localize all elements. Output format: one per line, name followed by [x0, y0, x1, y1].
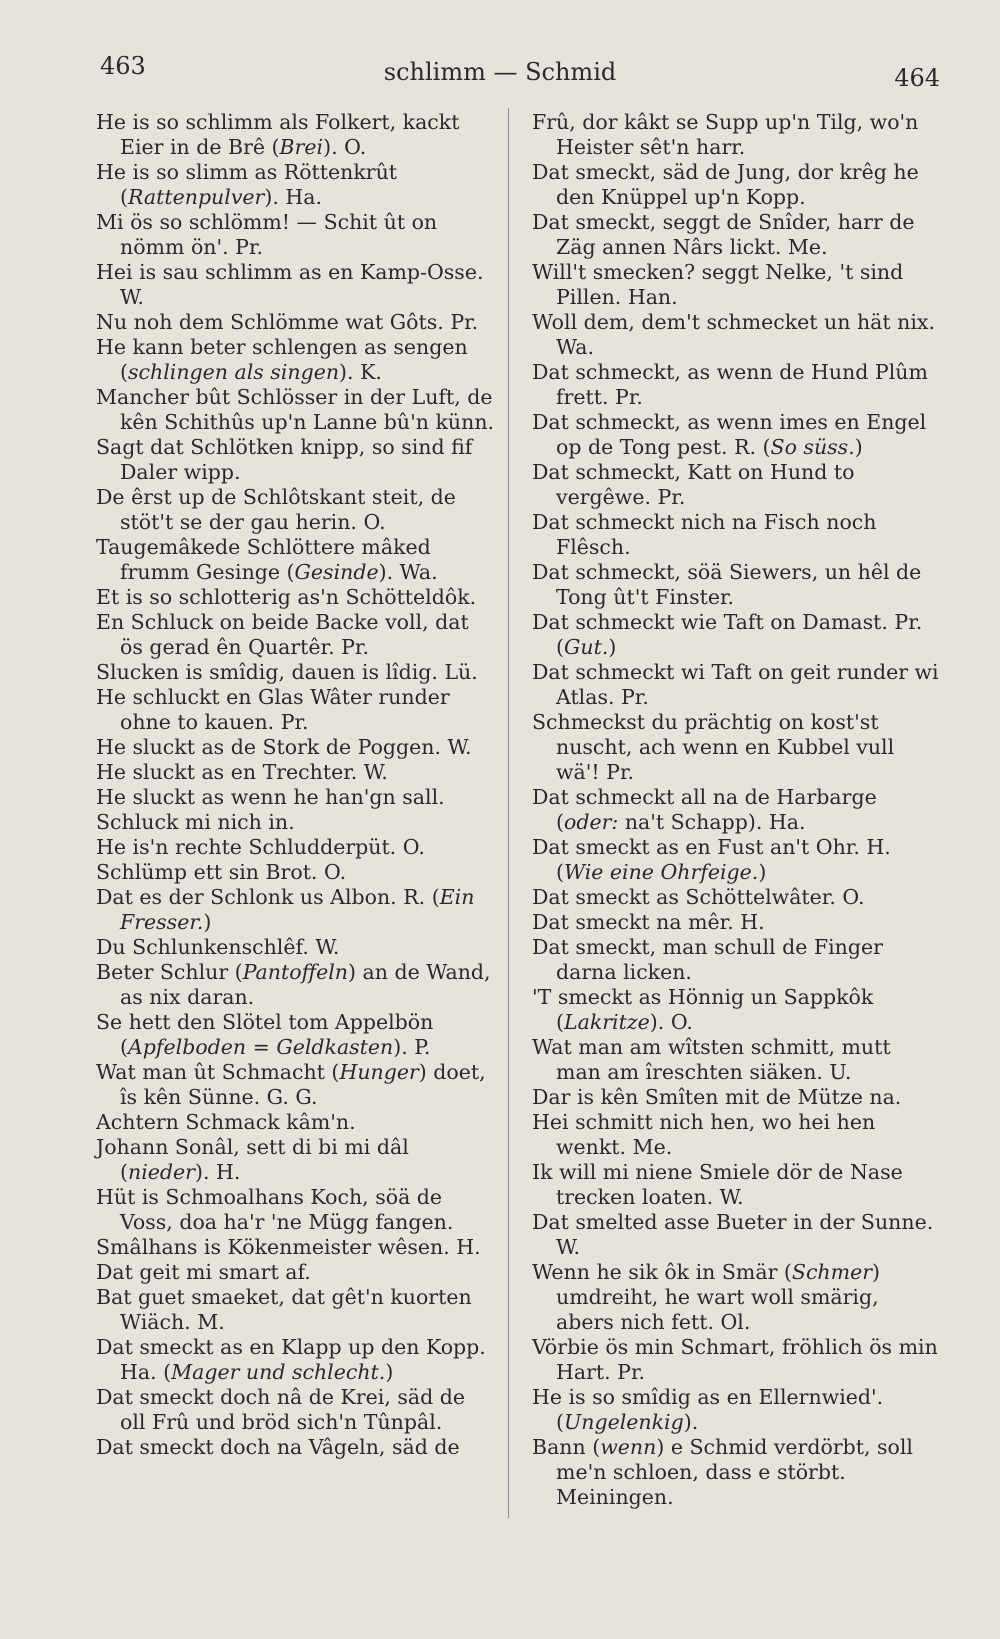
proverb-entry	[532, 1085, 940, 1110]
proverb-entry	[96, 1260, 496, 1285]
proverb-entry	[532, 1035, 940, 1085]
proverb-entry	[532, 660, 940, 710]
gloss-text: Brei	[279, 135, 324, 159]
page-number-right: 464	[894, 64, 940, 92]
entry-text: na't Schapp). Ha.	[618, 810, 806, 834]
proverb-entry	[96, 1335, 496, 1385]
entry-text: Ik will mi niene Smiele dör de Nase trecken loaten. W.	[532, 1160, 903, 1209]
entry-text: Wat man ût Schmacht (	[96, 1060, 340, 1084]
gloss-text: nieder	[128, 1160, 195, 1184]
entry-text: Dat schmeckt, Katt on Hund to vergêwe. Pr.	[532, 460, 855, 509]
gloss-text: Mager und schlecht.	[171, 1360, 386, 1384]
entry-text: Vörbie ös min Schmart, fröhlich ös min Hart. Pr.	[532, 1335, 938, 1384]
proverb-entry	[532, 110, 940, 160]
proverb-entry	[96, 735, 496, 760]
entry-text: Schmeckst du prächtig on kost'st nuscht, ach wenn en Kubbel vull wä'! Pr.	[532, 710, 895, 784]
gloss-text: Hunger	[339, 1060, 419, 1084]
proverb-entry	[532, 460, 940, 510]
proverb-entry	[532, 785, 940, 835]
entry-text: ) doet, îs kên Sünne. G. G.	[120, 1060, 486, 1109]
proverb-entry	[532, 1260, 940, 1335]
entry-text: ) umdreiht, he wart woll smärig, abers nich fett. Ol.	[556, 1260, 881, 1334]
entry-text: )	[385, 1360, 394, 1384]
proverb-entry	[96, 1185, 496, 1235]
entry-text: Dat schmeckt nich na Fisch noch Flêsch.	[532, 510, 877, 559]
proverb-entry	[532, 710, 940, 785]
proverb-entry	[532, 835, 940, 885]
entry-text: )	[608, 635, 617, 659]
gloss-text: So süss.	[770, 435, 855, 459]
entry-text: Nu noh dem Schlömme wat Gôts. Pr.	[96, 310, 479, 334]
proverb-entry	[532, 260, 940, 310]
running-head: schlimm — Schmid	[383, 58, 617, 86]
entry-text: He sluckt as en Trechter. W.	[96, 760, 388, 784]
entry-text: He is'n rechte Schludderpüt. O.	[96, 835, 425, 859]
entry-text: ) e Schmid verdörbt, soll me'n schloen, dass e störbt. Meiningen.	[556, 1435, 913, 1509]
entry-text: En Schluck on beide Backe voll, dat ös gerad ên Quartêr. Pr.	[96, 610, 469, 659]
proverb-entry	[96, 785, 496, 810]
entry-text: Dar is kên Smîten mit de Mütze na.	[532, 1085, 902, 1109]
gloss-text: oder:	[564, 810, 619, 834]
proverb-entry	[532, 1335, 940, 1385]
proverb-entry	[96, 435, 496, 485]
entry-text: ) an de Wand, as nix daran.	[120, 960, 491, 1009]
entry-text: Dat schmeckt, söä Siewers, un hêl de Tong ût't Finster.	[532, 560, 922, 609]
entry-text: Smâlhans is Kökenmeister wêsen. H.	[96, 1235, 481, 1259]
entry-text: Dat schmeckt, as wenn de Hund Plûm frett. Pr.	[532, 360, 928, 409]
gloss-text: wenn	[600, 1435, 657, 1459]
entry-text: ). O.	[649, 1010, 693, 1034]
entry-text: Dat smeckt doch na Vâgeln, säd de	[96, 1435, 460, 1459]
left-column	[96, 110, 496, 1460]
entry-text: Schluck mi nich in.	[96, 810, 295, 834]
entry-text: Dat schmeckt all na de Harbarge (	[532, 785, 877, 834]
proverb-entry	[96, 860, 496, 885]
entry-text: Beter Schlur (	[96, 960, 243, 984]
gloss-text: Ein Fresser.	[120, 885, 475, 934]
proverb-entry	[532, 610, 940, 660]
proverb-entry	[532, 1160, 940, 1210]
proverb-entry	[532, 210, 940, 260]
proverb-entry	[96, 1435, 496, 1460]
proverb-entry	[96, 1235, 496, 1260]
proverb-entry	[96, 1285, 496, 1335]
proverb-entry	[532, 910, 940, 935]
gloss-text: Pantoffeln	[242, 960, 348, 984]
entry-text: De êrst up de Schlôtskant steit, de stöt't se der gau herin. O.	[96, 485, 456, 534]
entry-text: Hüt is Schmoalhans Koch, söä de Voss, doa ha'r 'ne Mügg fangen.	[96, 1185, 454, 1234]
entry-text: Hei is sau schlimm as en Kamp-Osse. W.	[96, 260, 484, 309]
gloss-text: Gesinde	[294, 560, 379, 584]
page-number-left: 463	[100, 52, 146, 80]
proverb-entry	[532, 935, 940, 985]
proverb-entry	[532, 1435, 940, 1510]
entry-text: ). K.	[339, 360, 382, 384]
proverb-entry	[532, 360, 940, 410]
proverb-entry	[96, 810, 496, 835]
proverb-entry	[96, 585, 496, 610]
entry-text: He sluckt as wenn he han'gn sall.	[96, 785, 445, 809]
entry-text: He sluckt as de Stork de Poggen. W.	[96, 735, 472, 759]
entry-text: Wenn he sik ôk in Smär (	[532, 1260, 792, 1284]
entry-text: Mi ös so schlömm! — Schit ût on nömm ön'. Pr.	[96, 210, 438, 259]
entry-text: ). Ha.	[264, 185, 322, 209]
proverb-entry	[532, 410, 940, 460]
entry-text: Et is so schlotterig as'n Schötteldôk.	[96, 585, 477, 609]
entry-text: Se hett den Slötel tom Appelbön (	[96, 1010, 434, 1059]
entry-text: )	[758, 860, 767, 884]
proverb-entry	[96, 935, 496, 960]
proverb-entry	[96, 160, 496, 210]
proverb-entry	[532, 1210, 940, 1260]
proverb-entry	[532, 985, 940, 1035]
entry-text: Hei schmitt nich hen, wo hei hen wenkt. Me.	[532, 1110, 876, 1159]
proverb-entry	[96, 1010, 496, 1060]
entry-text: Du Schlunkenschlêf. W.	[96, 935, 340, 959]
proverb-entry	[96, 1385, 496, 1435]
entry-text: Sagt dat Schlötken knipp, so sind fif Daler wipp.	[96, 435, 473, 484]
entry-text: ). O.	[323, 135, 367, 159]
proverb-entry	[96, 835, 496, 860]
proverb-entry	[96, 1135, 496, 1185]
proverb-entry	[532, 885, 940, 910]
proverb-entry	[96, 110, 496, 160]
entry-text: He schluckt en Glas Wâter runder ohne to kauen. Pr.	[96, 685, 450, 734]
gloss-text: schlingen als singen	[128, 360, 340, 384]
entry-text: He is so schlimm als Folkert, kackt Eier in de Brê (	[96, 110, 460, 159]
entry-text: ).	[683, 1410, 699, 1434]
column-divider	[508, 108, 509, 1518]
entry-text: Dat es der Schlonk us Albon. R. (	[96, 885, 440, 909]
proverb-entry	[96, 485, 496, 535]
entry-text: Johann Sonâl, sett di bi mi dâl (	[96, 1135, 409, 1184]
entry-text: Dat smeckt as en Klapp up den Kopp. Ha. (	[96, 1335, 486, 1384]
page-header	[0, 0, 1000, 110]
gloss-text: Gut.	[564, 635, 609, 659]
entry-text: Frû, dor kâkt se Supp up'n Tilg, wo'n Heister sêt'n harr.	[532, 110, 919, 159]
entry-text: Achtern Schmack kâm'n.	[96, 1110, 356, 1134]
proverb-entry	[96, 885, 496, 935]
entry-text: Bat guet smaeket, dat gêt'n kuorten Wiäch. M.	[96, 1285, 472, 1334]
entry-text: ). P.	[393, 1035, 431, 1059]
entry-text: He is so slimm as Röttenkrût (	[96, 160, 398, 209]
right-column	[532, 110, 940, 1510]
gloss-text: Schmer	[791, 1260, 873, 1284]
entry-text: Dat smeckt, seggt de Snîder, harr de Zäg annen Nârs lickt. Me.	[532, 210, 915, 259]
entry-text: ). Wa.	[378, 560, 438, 584]
entry-text: Dat schmeckt wi Taft on geit runder wi Atlas. Pr.	[532, 660, 939, 709]
entry-text: ). H.	[194, 1160, 241, 1184]
entry-text: Dat smeckt, man schull de Finger darna licken.	[532, 935, 883, 984]
entry-text: )	[203, 910, 212, 934]
entry-text: Mancher bût Schlösser in der Luft, de kên Schithûs up'n Lanne bû'n künn.	[96, 385, 495, 434]
gloss-text: Ungelenkig	[564, 1410, 684, 1434]
entry-text: Dat smelted asse Bueter in der Sunne. W.	[532, 1210, 934, 1259]
gloss-text: Apfelboden = Geldkasten	[128, 1035, 394, 1059]
gloss-text: Rattenpulver	[128, 185, 265, 209]
proverb-entry	[96, 685, 496, 735]
proverb-entry	[532, 1385, 940, 1435]
gloss-text: Wie eine Ohrfeige.	[564, 860, 759, 884]
entry-text: )	[854, 435, 863, 459]
proverb-entry	[96, 385, 496, 435]
entry-text: Taugemâkede Schlöttere mâked frumm Gesinge (	[96, 535, 431, 584]
gloss-text: Lakritze	[564, 1010, 650, 1034]
entry-text: Bann (	[532, 1435, 601, 1459]
entry-text: Dat smeckt as en Fust an't Ohr. H. (	[532, 835, 891, 884]
entry-text: Dat geit mi smart af.	[96, 1260, 311, 1284]
entry-text: 'T smeckt as Hönnig un Sappkôk (	[532, 985, 874, 1034]
proverb-entry	[96, 210, 496, 260]
entry-text: Will't smecken? seggt Nelke, 't sind Pillen. Han.	[532, 260, 904, 309]
proverb-entry	[96, 1060, 496, 1110]
entry-text: He kann beter schlengen as sengen (	[96, 335, 468, 384]
entry-text: Dat smeckt as Schöttelwâter. O.	[532, 885, 865, 909]
entry-text: Wat man am wîtsten schmitt, mutt man am îreschten siäken. U.	[532, 1035, 891, 1084]
proverb-entry	[96, 760, 496, 785]
proverb-entry	[96, 610, 496, 660]
entry-text: Dat schmeckt, as wenn imes en Engel op de Tong pest. R. (	[532, 410, 927, 459]
proverb-entry	[532, 1110, 940, 1160]
proverb-entry	[96, 1110, 496, 1135]
proverb-entry	[532, 510, 940, 560]
proverb-entry	[532, 160, 940, 210]
entry-text: Schlümp ett sin Brot. O.	[96, 860, 347, 884]
proverb-entry	[96, 335, 496, 385]
proverb-entry	[96, 660, 496, 685]
proverb-entry	[532, 310, 940, 360]
proverb-entry	[96, 535, 496, 585]
entry-text: He is so smîdig as en Ellernwied'. (	[532, 1385, 884, 1434]
entry-text: Dat smeckt na mêr. H.	[532, 910, 765, 934]
entry-text: Woll dem, dem't schmecket un hät nix. Wa.	[532, 310, 935, 359]
proverb-entry	[96, 960, 496, 1010]
entry-text: Dat schmeckt wie Taft on Damast. Pr. (	[532, 610, 923, 659]
proverb-entry	[96, 310, 496, 335]
entry-text: Dat smeckt doch nâ de Krei, säd de oll Frû und bröd sich'n Tûnpâl.	[96, 1385, 466, 1434]
proverb-entry	[96, 260, 496, 310]
entry-text: Dat smeckt, säd de Jung, dor krêg he den Knüppel up'n Kopp.	[532, 160, 919, 209]
entry-text: Slucken is smîdig, dauen is lîdig. Lü.	[96, 660, 478, 684]
proverb-entry	[532, 560, 940, 610]
